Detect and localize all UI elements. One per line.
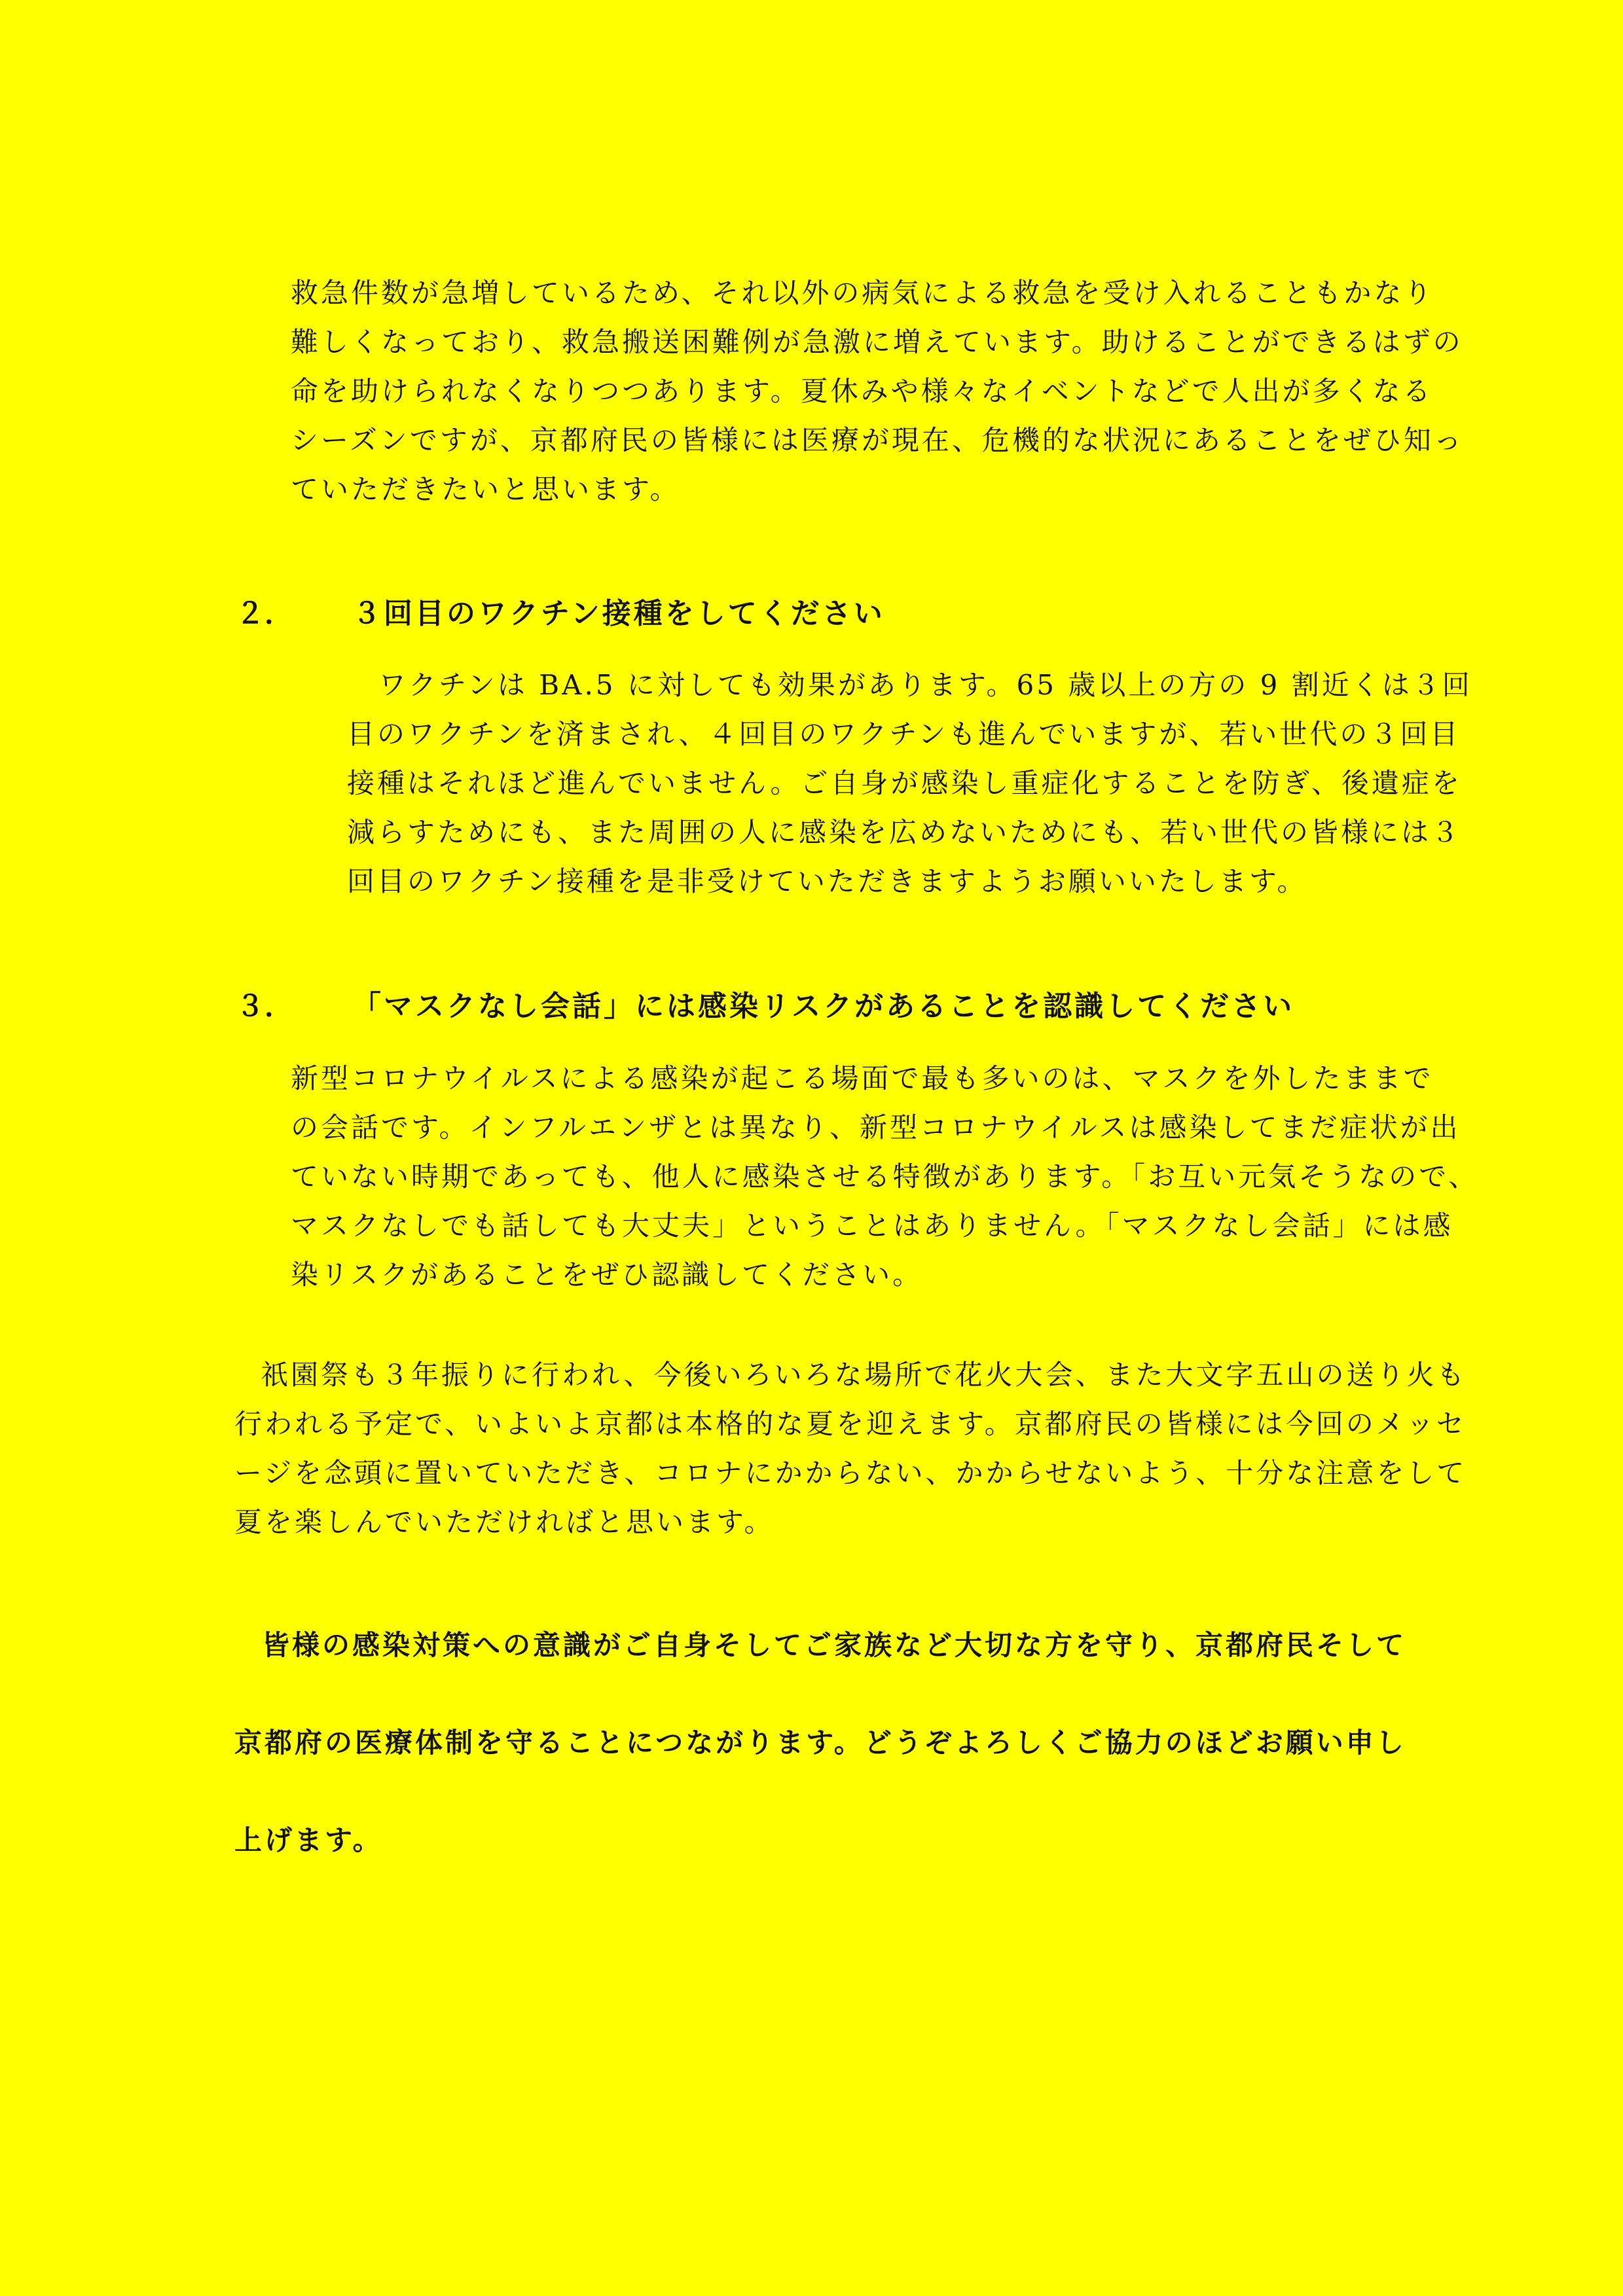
summer-line: ージを念頭に置いていただき、コロナにかからない、かからせないよう、十分な注意をして — [234, 1457, 1467, 1489]
summer-line: 行われる予定で、いよいよ京都は本格的な夏を迎えます。京都府民の皆様には今回のメッセ — [234, 1408, 1467, 1440]
section-3-line: マスクなしでも話しても大丈夫」ということはありません。「マスクなし会話」には感 — [291, 1210, 1453, 1242]
intro-line: 救急件数が急増しているため、それ以外の病気による救急を受け入れることもかなり — [291, 277, 1434, 309]
section-2-line: 減らすためにも、また周囲の人に感染を広めないためにも、若い世代の皆様には３ — [347, 816, 1462, 848]
intro-line: ていただきたいと思います。 — [291, 473, 680, 505]
summer-line: 祇園祭も３年振りに行われ、今後いろいろな場所で花火大会、また大文字五山の送り火も — [261, 1359, 1467, 1391]
section-2-number: ２． — [236, 597, 293, 630]
section-2-line: 回目のワクチン接種を是非受けていただきますようお願いいたします。 — [347, 865, 1307, 897]
section-3-line: ていない時期であっても、他人に感染させる特徴があります。「お互い元気そうなので、 — [291, 1160, 1479, 1193]
closing-line: 京都府の医療体制を守ることにつながります。どうぞよろしくご協力のほどお願い申し — [234, 1727, 1406, 1759]
intro-line: 命を助けられなくなりつつあります。夏休みや様々なイベントなどで人出が多くなる — [291, 375, 1433, 407]
section-3-line: の会話です。インフルエンザとは異なり、新型コロナウイルスは感染してまだ症状が出 — [291, 1111, 1461, 1143]
section-2-heading: ３回目のワクチン接種をしてください — [352, 597, 885, 630]
intro-line: シーズンですが、京都府民の皆様には医療が現在、危機的な状況にあることをぜひ知っ — [291, 424, 1464, 456]
section-3-line: 新型コロナウイルスによる感染が起こる場面で最も多いのは、マスクを外したままで — [291, 1062, 1434, 1094]
section-3-heading: 「マスクなし会話」には感染リスクがあることを認識してください — [352, 990, 1295, 1023]
closing-line: 皆様の感染対策への意識がご自身そしてご家族など大切な方を守り、京都府民そして — [262, 1629, 1407, 1661]
section-3-number: ３． — [236, 990, 293, 1023]
section-2-line: 接種はそれほど進んでいません。ご自身が感染し重症化することを防ぎ、後遺症を — [347, 767, 1462, 799]
section-2-line: 目のワクチンを済まされ、４回目のワクチンも進んでいますが、若い世代の３回目 — [347, 718, 1461, 750]
closing-line: 上げます。 — [234, 1824, 383, 1856]
intro-line: 難しくなっており、救急搬送困難例が急激に増えています。助けることができるはずの — [291, 326, 1463, 358]
summer-line: 夏を楽しんでいただければと思います。 — [234, 1506, 775, 1538]
section-2-line: ワクチンは BA.5 に対しても効果があります。65 歳以上の方の 9 割近くは３回 — [378, 669, 1472, 701]
section-3-line: 染リスクがあることをぜひ認識してください。 — [291, 1259, 923, 1291]
